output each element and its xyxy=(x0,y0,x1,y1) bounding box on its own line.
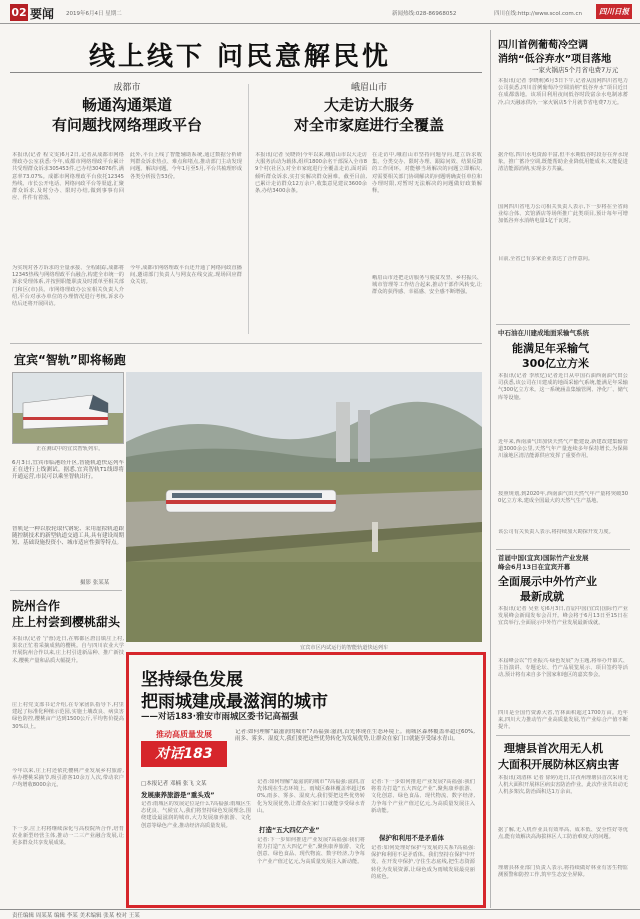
ebian-body-col2: 在走访中,峨眉山市坚持问题导向,建立诉求收集、分类交办、限时办理、跟踪问效、结果反馈的工作闭环。对能够当场解决的问题立即解决,对需要相关部门协调解决的问题明确责任单位和办理时限,对暂时无法解决的问题做好政策解释。 xyxy=(372,152,482,195)
side-c-headline-line4: 最新成就 xyxy=(520,590,564,603)
inset-caption: 正在测试中的宜宾智轨列车。 xyxy=(36,446,104,452)
photo-title: 宜宾“智轨”即将畅跑 xyxy=(14,353,126,367)
story-headline-line1: 畅通沟通渠道 xyxy=(81,96,172,114)
feature-headline-line2: 把雨城建成最滋润的城市 xyxy=(141,692,328,712)
news-hotline: 新闻热线:028-86968052 xyxy=(392,11,457,17)
side-c-body-a: 本报讯(记者 吴亚飞)6月3日,首届中国(宜宾)国际竹产业发展峰会新闻发布会召开。峰会将于6月13日至15日在宜宾举行,全面展示中外竹产业发展最新成就。 xyxy=(498,606,628,627)
side-b-body-a: 本报讯(记者 李欣忆)记者近日从中国石油西南油气田公司获悉,该公司在川建成的地面采输气系统,能满足年采输气300亿立方米。这一系统涵盖集输管网、净化厂、储气库等设施。 xyxy=(498,373,628,401)
story-chengdu xyxy=(12,80,242,260)
side-d-body-a: 本报讯(刘清林 记者 徐婷)近日,甘孜州理塘县首次采用无人机大面积开展林区病虫害防治作业。此次作业共出动无人机多架次,防治面积达1万余亩。 xyxy=(498,775,628,796)
story-headline-line2: 有问题找网络理政平台 xyxy=(51,116,202,134)
chengdu-body-col3: 为实现对各方诉求的全量承接、全程跟踪,成都将12345热线与网络理政平台融合,构建全市统一的诉求受理体系,并按照职能职责及时派单至相关部门和区(市)县。市网络理政办公室相关负责人介绍,平台对承办单位的办理情况进行考核,诉求办结后还将开展回访。 xyxy=(12,265,124,308)
photo-caption: 宜宾市区内试运行的智能轨道快运列车 xyxy=(300,645,389,651)
story-body-col1: 本报讯(记者 程文雯)6月2日,记者从成都市网络理政办公室获悉:今年,成都市网络理政平台累计共受理群众诉求305453件,已办结304876件,满意率73.07%。成都市网络理政平台依托12345热线、市长公开电话、网络问政平台等渠道,汇聚群众诉求,及时分办、限时办结,做到事事有回应、件件有着落。 xyxy=(12,152,124,202)
side-c-body-c: 四川是全国竹资源大省,竹林面积超过1700万亩。近年来,四川大力推动竹产业高质量发展,竹产业综合产值不断提升。 xyxy=(498,710,628,731)
village-body-d: 下一步,庄上村将继续深化与高校院所合作,培育农业新型经营主体,推动一二三产业融合发展,让更多群众共享发展成果。 xyxy=(12,826,124,847)
story-headline-line1: 大走访大服务 xyxy=(323,96,414,114)
feature-subhead-c: 保护和利用不是矛盾体 xyxy=(379,834,444,842)
section-name: 要闻 xyxy=(30,7,55,21)
side-a-subhead: 一家火锅店5个月省电费7万元 xyxy=(532,66,619,74)
series-logo-top: 推动高质量发展 xyxy=(156,730,212,739)
column-divider xyxy=(248,84,249,334)
side-b-body-b: 近年来,西南油气田加快天然气产能建设,新建改建集输管道3000余公里,天然气年产量连续多年保持增长,为保障川渝地区清洁能源供应发挥了重要作用。 xyxy=(498,439,628,460)
side-c-kicker-2: 峰会6月13日在宜宾开幕 xyxy=(498,563,571,571)
section-rule xyxy=(10,343,482,344)
side-d-body-c: 理塘县林业部门负责人表示,将持续做好林业有害生物监测预警和防控工作,筑牢生态安全屏障。 xyxy=(498,865,628,879)
side-a-headline-line2: 消纳“低谷弃水”项目落地 xyxy=(498,54,612,65)
feature-series-logo xyxy=(141,729,227,771)
masthead-logo: 四川日报 xyxy=(596,4,632,19)
side-d-headline-line2: 大面积开展防林区病虫害 xyxy=(498,758,619,771)
feature-intro: 记者:如何理解“最滋润的城市”?高福强:滋润,首先体现在生态环境上。雨城区森林覆盖率超过60%,雨多、雾多、湿度大,我们要把这些优势转化为发展优势,让群众在家门口就能享受绿水青山。 xyxy=(235,729,475,743)
sidebar-divider xyxy=(490,30,491,908)
footer-staff: 责任编辑 周某某 编辑 李某 美术编辑 张某 校对 王某 xyxy=(12,913,140,919)
side-a-body-d: 目前,全省已有多家企业表达了合作意向。 xyxy=(498,256,594,262)
section-rule-left xyxy=(10,590,122,591)
train-scene-image xyxy=(126,372,482,642)
feature-interview-box xyxy=(126,652,486,908)
side-b-body-c: 按照规划,到2020年,西南油气田天然气年产量将突破300亿立方米,建成全国最大的天然气生产基地。 xyxy=(498,491,628,505)
story-body-col2: 此外,平台上线了智能辅助系统,通过数据分析研判群众诉求热点、难点和堵点,推动部门主动发现问题、解决问题。今年1月至5月,平台共梳理形成各类分析报告53份。 xyxy=(130,152,242,180)
feature-headline-line1: 坚持绿色发展 xyxy=(141,670,243,690)
side-rule-1 xyxy=(496,324,630,325)
side-rule-3 xyxy=(496,735,630,736)
side-c-body-b: 本届峰会以“竹业振兴·绿色发展”为主题,将举办开幕式、主旨演讲、专题论坛、竹产品展览展示、项目签约等活动,预计将有来自多个国家和地区的嘉宾参会。 xyxy=(498,658,628,679)
train-body xyxy=(166,490,336,512)
story-place: 峨眉山市 xyxy=(350,83,387,93)
feature-body-col2b: 记者:下一步如何推进产业发展?高福强:我们将着力打造“五大四亿产业”,聚焦康养旅游、文化创意、绿色食品、现代物流、数字经济,力争每个产业产值过亿元,为高质量发展注入新动能。 xyxy=(257,837,365,865)
village-body-b: 庄上村党支部书记介绍,在专家团队指导下,村里建起了标准化种植示范园,实施土壤改良、病虫害绿色防控,樱桃亩产达到1500公斤,平均售价提高30%以上。 xyxy=(12,702,124,730)
story-place: 成都市 xyxy=(113,83,141,93)
side-c-headline-line3: 全面展示中外竹产业 xyxy=(498,575,597,588)
photo-inset xyxy=(12,372,124,444)
train-photo xyxy=(126,372,482,642)
side-b-headline-line3: 300亿立方米 xyxy=(522,357,589,370)
side-d-headline-line1: 理塘县首次用无人机 xyxy=(504,742,603,755)
feature-subhead-a: 发展康养旅游是“重头戏” xyxy=(141,791,215,799)
photo-text-a: 6月3日,宜宾市临港经开区,智能轨道快运列车正在进行上线测试。据悉,宜宾智轨T1线即将开通运营,市民可以乘坐智轨出行。 xyxy=(12,460,124,481)
feature-subtitle: ——对话183·雅安市雨城区委书记高福强 xyxy=(141,712,298,722)
side-b-headline-line2: 能满足年采输气 xyxy=(512,342,589,355)
side-rule-2 xyxy=(496,549,630,550)
side-a-body-c: 国网四川省电力公司相关负责人表示,下一步将在全省商业综合体、宾馆酒店等场所推广此类项目,预计每年可增加低谷弃水消纳电量1亿千瓦时。 xyxy=(498,204,628,225)
feature-body-col2: 记者:如何理解“最滋润的城市”?高福强:滋润,首先体现在生态环境上。雨城区森林覆盖率超过60%,雨多、雾多、湿度大,我们要把这些优势转化为发展优势,让群众在家门口就能享受绿水青山。 xyxy=(257,779,365,814)
chengdu-body-col4: 今年,成都市网络理政平台还开通了网络问政直播间,邀请部门负责人与网友在线交流,现场回应群众关切。 xyxy=(130,265,242,286)
photo-credit: 摄影 张某某 xyxy=(80,580,110,586)
side-c-kicker-1: 首届中国(宜宾)国际竹产业发展 xyxy=(498,554,589,562)
series-logo-main: 对话183 xyxy=(141,741,227,767)
side-a-body-b: 据介绍,四川水电资源丰富,但丰水期低谷时段存在弃水现象。推广蓄冷空调,既能帮助企业降低用能成本,又能促进清洁能源消纳,实现多方共赢。 xyxy=(498,152,628,173)
banner-rule xyxy=(10,72,482,73)
feature-body-col3b: 记者:如何处理好保护与发展的关系?高福强:保护和利用不是矛盾体。我们坚持在保护中开发、在开发中保护,守住生态底线,把生态资源转化为发展资源,让绿色成为雨城发展最亮丽的底色。 xyxy=(371,845,475,880)
side-b-kicker: 中石油在川建成地面采输气系统 xyxy=(498,329,589,337)
feature-body-col1: 记者:雨城区的发展定位是什么?高福强:雨城区生态优良、气候宜人,我们将坚持绿色发展理念,围绕建设最滋润的城市,大力发展康养旅游、文化创意等绿色产业,推动经济高质量发展。 xyxy=(141,801,251,829)
website-url: 四川在线:http://www.scol.com.cn xyxy=(494,11,582,17)
page-header xyxy=(0,0,640,24)
banner-title: 线上线下 问民意解民忧 xyxy=(88,42,392,72)
feature-subhead-b: 打造“五大四亿产业” xyxy=(259,826,320,834)
village-body-a: 本报讯(记者 宁蓉)近日,在郫都区唐昌镇庄上村,果农正忙着采摘成熟的樱桃。自与四川农业大学开展院州合作以来,庄上村引进新品种、推广新技术,樱桃产量和品质大幅提升。 xyxy=(12,636,124,664)
ebian-body-col1: 本报讯(记者 吴晓铃)今年以来,峨眉山市以大走访大服务活动为载体,组织1800余名干部深入全市89个村(社区),对全市家庭进行全覆盖走访,面对面倾听群众诉求,实打实解决群众困难。截至目前,已累计走访群众12万余户,收集意见建议3600余条,办结3400余条。 xyxy=(255,152,367,195)
photo-text-b: 智轨是一种以胶轮取代钢轮、采用虚拟轨道跟随控制技术的新型轨道交通工具,具有建设周期短、基础设施投资小、城市适应性强等特点。 xyxy=(12,526,124,547)
side-a-body-a: 本报讯(记者 李晓莉)6月3日下午,记者从国网四川省电力公司获悉,四川首例葡萄冷空调消纳“低谷弃水”项目近日在成都落地。该项目利用夜间低谷时段富余水电制冰蓄冷,白天融冰供冷,一家火锅店5个月就节省电费7万元。 xyxy=(498,78,628,106)
side-d-body-b: 据了解,无人机作业具有效率高、成本低、安全性好等优点,能有效解决高海拔林区人工防治难度大的问题。 xyxy=(498,827,628,841)
side-b-body-d: 该公司有关负责人表示,将持续加大勘探开发力度。 xyxy=(498,529,614,535)
page-number-badge: 02 xyxy=(11,6,27,19)
village-headline-line1: 院州合作 xyxy=(12,599,61,613)
issue-date: 2019年6月4日 星期二 xyxy=(66,11,122,17)
village-body-c: 今年以来,庄上村还依托樱桃产业发展乡村旅游,举办樱桃采摘节,吸引游客10余万人次,带动农户户均增收8000余元。 xyxy=(12,768,124,789)
footer-rule xyxy=(0,909,640,910)
ebian-body-col3: 峨眉山市还把走访服务与脱贫攻坚、乡村振兴、城市管理等工作结合起来,推动干部作风转变,让群众的获得感、幸福感、安全感不断增强。 xyxy=(372,275,482,296)
side-a-headline-line1: 四川首例葡萄冷空调 xyxy=(498,40,588,51)
story-headline-line2: 对全市家庭进行全覆盖 xyxy=(293,116,444,134)
train-front-image xyxy=(13,373,124,444)
village-headline-line2: 庄上村尝到樱桃甜头 xyxy=(12,615,121,629)
feature-credit: □本报记者 邓楠 张飞 文某 xyxy=(141,781,207,787)
feature-body-col3: 记者:下一步如何推进产业发展?高福强:我们将着力打造“五大四亿产业”,聚焦康养旅游、文化创意、绿色食品、现代物流、数字经济,力争每个产业产值过亿元,为高质量发展注入新动能。 xyxy=(371,779,475,814)
